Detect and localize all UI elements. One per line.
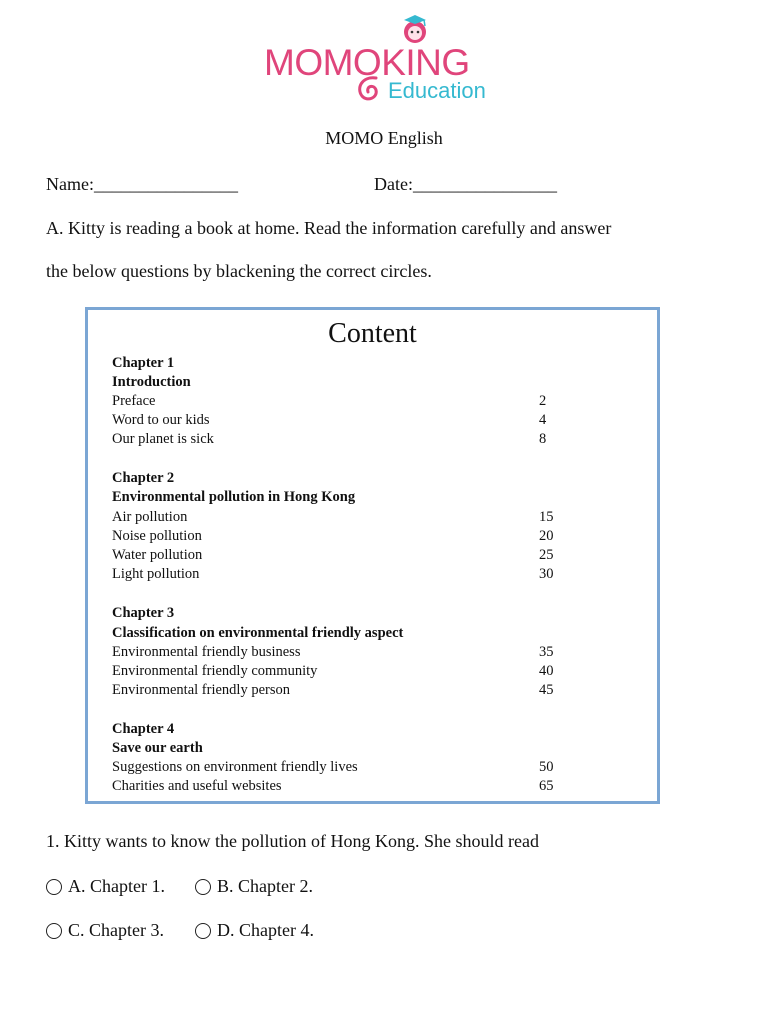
document-title: MOMO English <box>325 128 443 148</box>
chapter-3-heading: Classification on environmental friendly aspect <box>112 625 404 641</box>
toc-page: 25 <box>539 547 554 563</box>
toc-page: 8 <box>539 431 547 447</box>
toc-item: Environmental friendly person <box>112 682 290 698</box>
logo-brand-text: MOMOKING <box>264 42 470 83</box>
content-table-box <box>85 307 660 804</box>
toc-item: Environmental friendly community <box>112 663 318 679</box>
chapter-4-heading: Save our earth <box>112 740 203 756</box>
option-b-label: B. Chapter 2. <box>217 876 313 896</box>
toc-item: Light pollution <box>112 566 200 582</box>
instruction-line-1: A. Kitty is reading a book at home. Read the information carefully and answer <box>46 218 612 238</box>
radio-circle-icon[interactable] <box>46 879 62 895</box>
momoking-logo <box>264 12 504 104</box>
toc-page: 65 <box>539 778 554 794</box>
question-1-text: 1. Kitty wants to know the pollution of Hong Kong. She should read <box>46 831 539 851</box>
option-c[interactable] <box>46 920 164 941</box>
toc-page: 50 <box>539 759 554 775</box>
option-d[interactable] <box>195 920 314 941</box>
name-field[interactable]: Name:________________ <box>46 174 238 194</box>
toc-item: Charities and useful websites <box>112 778 282 794</box>
chapter-3-label: Chapter 3 <box>112 605 175 621</box>
toc-page: 30 <box>539 566 554 582</box>
mascot-icon <box>398 12 432 46</box>
date-field[interactable]: Date:________________ <box>374 174 557 194</box>
chapter-1-label: Chapter 1 <box>112 355 175 371</box>
logo-sub-text: Education <box>388 78 486 103</box>
toc-item: Suggestions on environment friendly lives <box>112 759 358 775</box>
toc-item: Environmental friendly business <box>112 644 301 660</box>
toc-item: Our planet is sick <box>112 431 214 447</box>
toc-page: 35 <box>539 644 554 660</box>
toc-item: Air pollution <box>112 509 188 525</box>
swirl-icon <box>354 74 384 106</box>
toc-item: Noise pollution <box>112 528 202 544</box>
content-title: Content <box>328 318 417 349</box>
toc-page: 15 <box>539 509 554 525</box>
toc-page: 2 <box>539 393 547 409</box>
toc-page: 4 <box>539 412 547 428</box>
toc-item: Word to our kids <box>112 412 210 428</box>
chapter-1-heading: Introduction <box>112 374 191 390</box>
option-a-label: A. Chapter 1. <box>68 876 165 896</box>
chapter-2-label: Chapter 2 <box>112 470 175 486</box>
instruction-line-2: the below questions by blackening the correct circles. <box>46 261 432 281</box>
radio-circle-icon[interactable] <box>195 879 211 895</box>
toc-page: 40 <box>539 663 554 679</box>
radio-circle-icon[interactable] <box>195 923 211 939</box>
option-b[interactable] <box>195 876 313 897</box>
chapter-4-label: Chapter 4 <box>112 721 175 737</box>
option-c-label: C. Chapter 3. <box>68 920 164 940</box>
toc-page: 45 <box>539 682 554 698</box>
toc-page: 20 <box>539 528 554 544</box>
option-d-label: D. Chapter 4. <box>217 920 314 940</box>
toc-item: Water pollution <box>112 547 203 563</box>
toc-item: Preface <box>112 393 156 409</box>
chapter-2-heading: Environmental pollution in Hong Kong <box>112 489 356 505</box>
radio-circle-icon[interactable] <box>46 923 62 939</box>
option-a[interactable] <box>46 876 165 897</box>
